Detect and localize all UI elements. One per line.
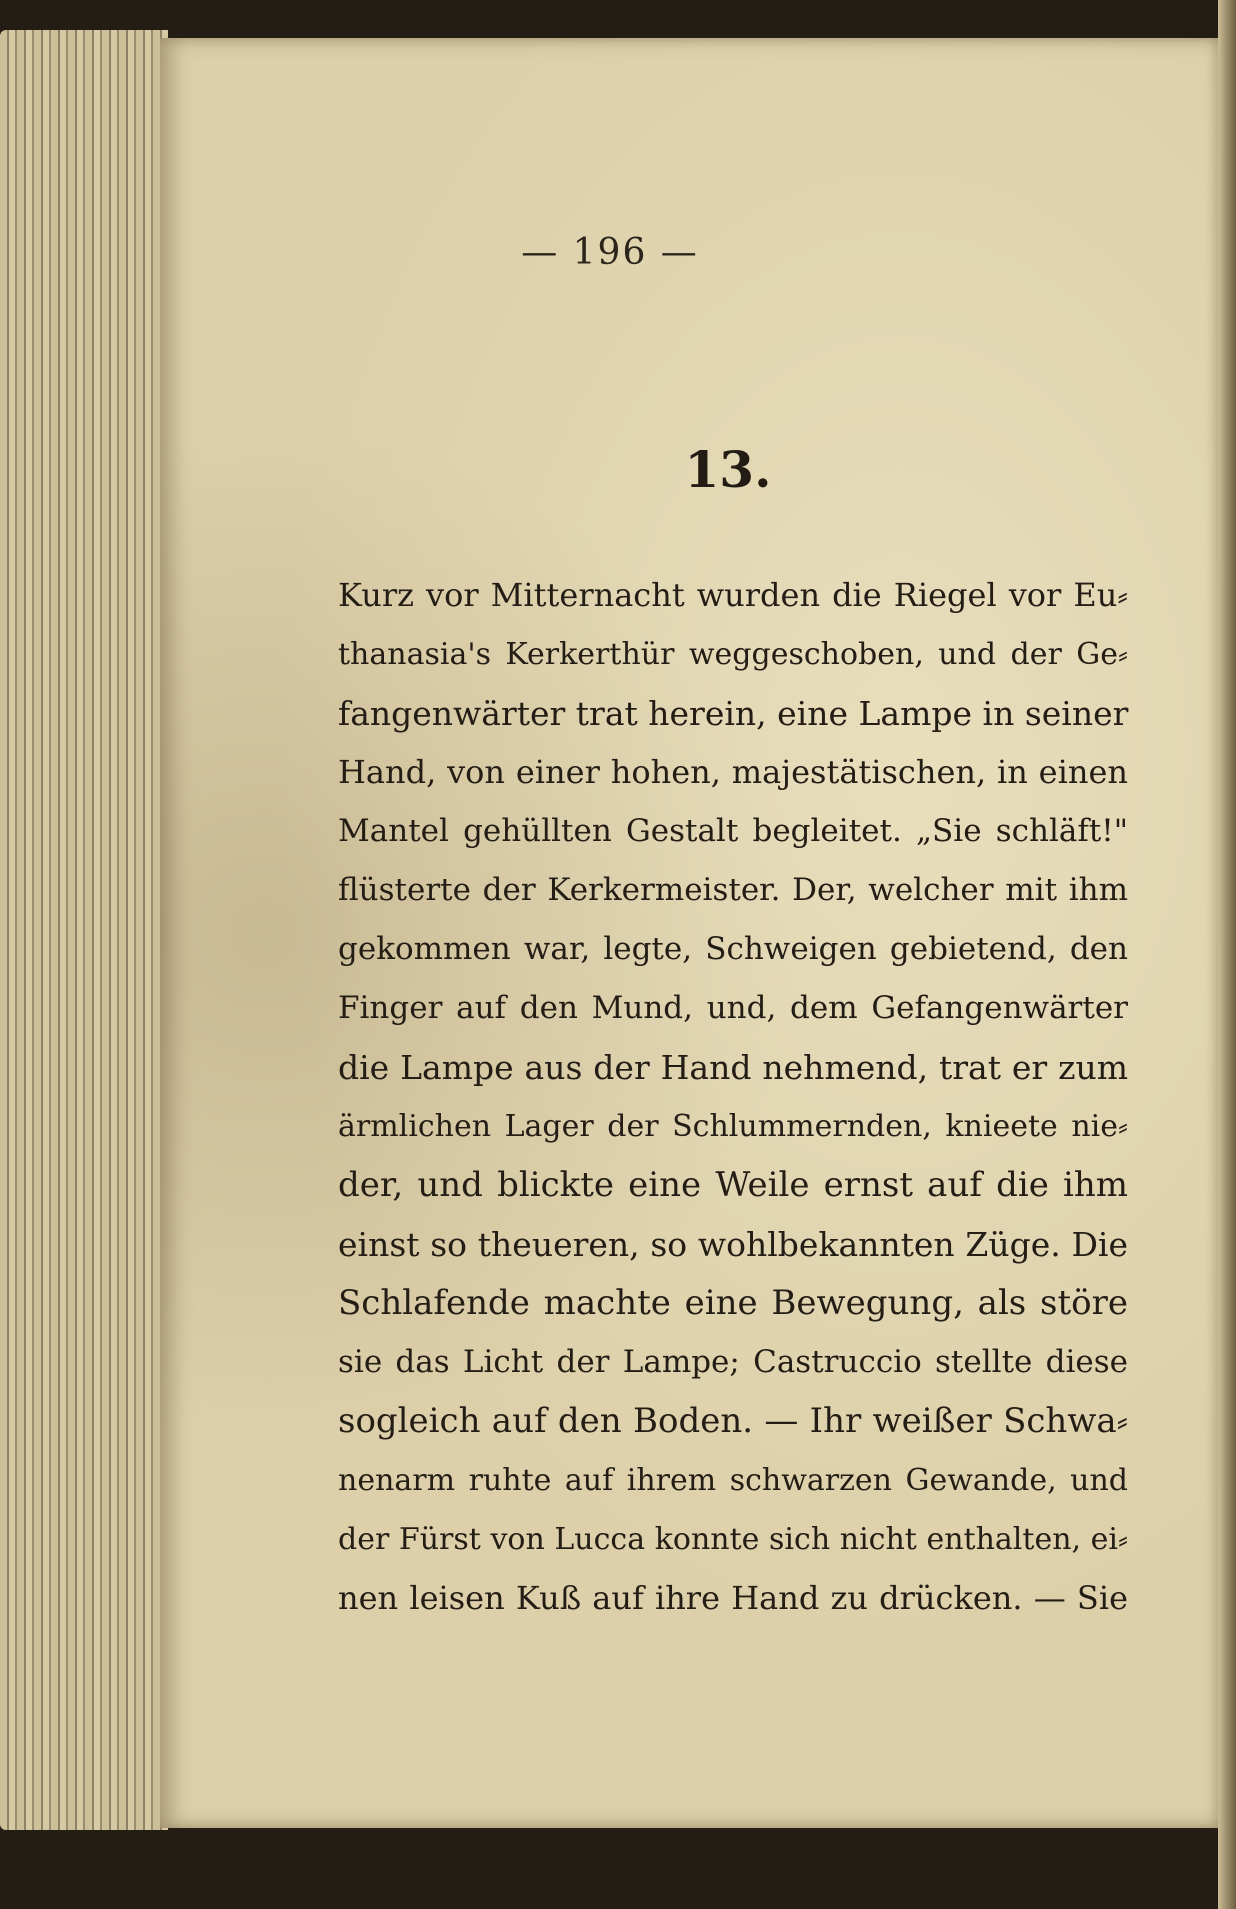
text-line: einst so theueren, so wohlbekannten Züge. Die xyxy=(338,1225,1128,1264)
text-line: die Lampe aus der Hand nehmend, trat er zum xyxy=(338,1048,1128,1087)
body-text xyxy=(338,566,1128,1628)
text-line: Mantel gehüllten Gestalt begleitet. „Sie schläft!" xyxy=(338,813,1128,849)
text-line: Kurz vor Mitternacht wurden die Riegel vor Eu⸗ xyxy=(338,576,1128,614)
text-line: sie das Licht der Lampe; Castruccio stellte diese xyxy=(338,1344,1128,1380)
text-line: Schlafende machte eine Bewegung, als störe xyxy=(338,1283,1128,1323)
right-page-edge xyxy=(1218,0,1236,1909)
text-line: Hand, von einer hohen, majestätischen, in einen xyxy=(338,753,1128,791)
text-line: ärmlichen Lager der Schlummernden, knieete nie⸗ xyxy=(338,1109,1128,1144)
text-line: gekommen war, legte, Schweigen gebietend, den xyxy=(338,931,1128,967)
text-line: der, und blickte eine Weile ernst auf die ihm xyxy=(338,1165,1128,1205)
text-line: nen leisen Kuß auf ihre Hand zu drücken. — Sie xyxy=(338,1579,1128,1617)
text-line: der Fürst von Lucca konnte sich nicht enthalten, ei⸗ xyxy=(338,1522,1128,1557)
text-line: Finger auf den Mund, und, dem Gefangenwärter xyxy=(338,990,1128,1026)
page-edges xyxy=(0,30,168,1830)
text-line: thanasia's Kerkerthür weggeschoben, und der Ge⸗ xyxy=(338,637,1128,672)
text-line: fangenwärter trat herein, eine Lampe in seiner xyxy=(338,694,1129,733)
chapter-number: 13. xyxy=(684,440,772,499)
text-line: nenarm ruhte auf ihrem schwarzen Gewande, und xyxy=(338,1463,1128,1498)
text-line: sogleich auf den Boden. — Ihr weißer Schwa⸗ xyxy=(338,1401,1128,1441)
text-line: flüsterte der Kerkermeister. Der, welcher mit ihm xyxy=(338,872,1128,908)
page-number: — 196 — xyxy=(521,232,699,273)
